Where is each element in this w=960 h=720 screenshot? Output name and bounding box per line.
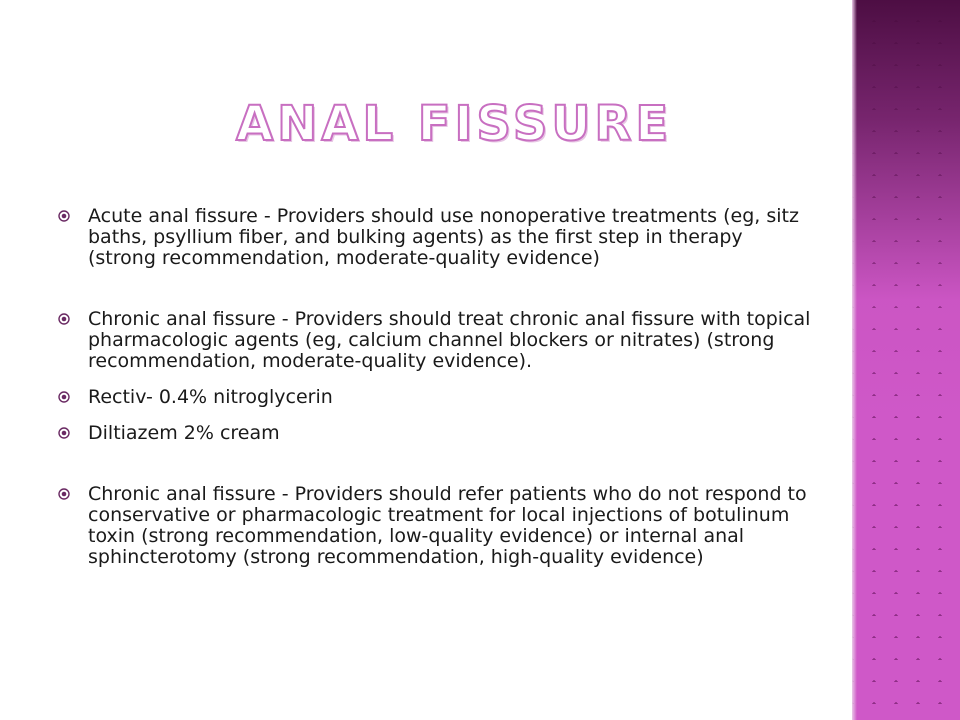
bullet-text: Diltiazem 2% cream xyxy=(88,422,280,444)
circled-dot-icon xyxy=(58,313,70,325)
band-edge xyxy=(852,0,857,720)
slide-title: ANAL FISSURE xyxy=(236,96,673,152)
bullet-text: Acute anal fissure - Providers should use nonoperative treatments (eg, sitz baths, psyllium fiber, and bulking agents) as the first step in therapy (strong recommendation, moderate-quality evidence) xyxy=(88,205,799,269)
bullet-item-acute xyxy=(56,206,816,269)
bullet-item-diltiazem xyxy=(56,423,816,444)
circled-dot-icon xyxy=(58,210,70,222)
bullet-item-chronic-refer xyxy=(56,484,816,568)
bullet-text: Chronic anal fissure - Providers should refer patients who do not respond to conservative or pharmacologic treatment for local injections of botulinum toxin (strong recommendation, low-quality evidence) or internal anal sphincterotomy (strong recommendation, high-quality evidence) xyxy=(88,483,807,568)
band-shade xyxy=(852,0,960,720)
circled-dot-icon xyxy=(58,391,70,403)
bullet-list xyxy=(56,206,816,568)
bullet-item-chronic-topical xyxy=(56,309,816,372)
bullet-text: Chronic anal fissure - Providers should treat chronic anal fissure with topical pharmacologic agents (eg, calcium channel blockers or nitrates) (strong recommendation, moderate-quality evidence). xyxy=(88,308,811,372)
circled-dot-icon xyxy=(58,488,70,500)
circled-dot-icon xyxy=(58,427,70,439)
bullet-item-rectiv xyxy=(56,387,816,408)
bullet-text: Rectiv- 0.4% nitroglycerin xyxy=(88,386,333,408)
decorative-side-band xyxy=(852,0,960,720)
